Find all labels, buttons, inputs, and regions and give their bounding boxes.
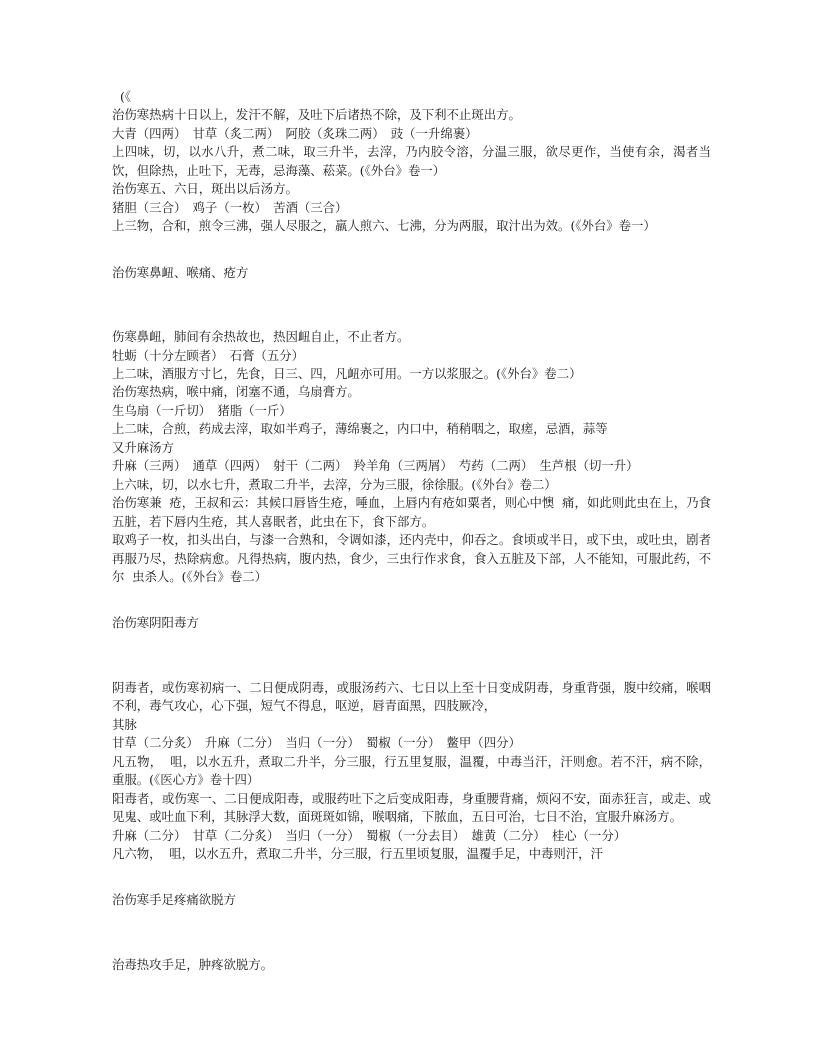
paragraph-line: 上六味，切，以水七升，煮取二升半，去滓，分为三服，徐徐服。(《外台》卷二） (112, 476, 557, 492)
open-bracket-line: (《 (120, 89, 132, 104)
section-spacer (112, 863, 711, 891)
section-spacer (112, 282, 711, 328)
text-fragment: 取鸡子一枚，扣头出白，与漆一合熟和，令调如漆，还内壳中，仰吞之。食顷或半日，或下虫，或吐虫，剧者再服乃尽，热除病愈。凡得热病，腹内热，食少，三虫行作求食，食入五脏及下部，人不能知，可服此药，不尔 (112, 532, 711, 584)
paragraph-line (112, 531, 711, 586)
ingredient-line: 猪胆（三合） 鸡子（一枚） 苦酒（三合） (112, 199, 348, 215)
section-heading: 治伤寒阴阳毒方 (112, 615, 199, 631)
paragraph-line: 上二味，酒服方寸匕，先食，日三、四，凡衄亦可用。一方以浆服之。(《外台》卷二） (112, 365, 582, 381)
text-fragment: 咀，以水五升，煮取二升半，分三服，行五里复服，温覆，中毒当汗，汗则愈。若不汗，病不除，重服。(《医心方》卷十四） (112, 753, 712, 788)
paragraph-line: 治伤寒热病十日以上，发汗不解，及吐下后诸热不除，及下利不止斑出方。 (112, 107, 521, 123)
paragraph-line: 阴毒者，或伤寒初病一、二日便成阴毒，或服汤药六、七日以上至十日变成阴毒，身重背强，腹中绞痛，喉咽不利，毒气攻心，心下强，短气不得息，呕逆，唇青面黑，四肢厥冷， (112, 679, 711, 714)
paragraph-line: 治伤寒五、六日，斑出以后汤方。 (112, 181, 298, 197)
paragraph-line: 治毒热攻手足，肿疼欲脱方。 (112, 956, 274, 972)
document-body (112, 88, 711, 974)
paragraph-line (112, 494, 711, 531)
ingredient-line: 生乌扇（一斤切） 猪脂（一斤） (112, 402, 292, 418)
section-spacer (112, 633, 711, 679)
paragraph-line: 上二味，合煎，药成去滓，取如半鸡子，薄绵裹之，内口中，稍稍咽之，取瘥，忌酒，蒜等 (112, 421, 608, 437)
ingredient-line: 升麻（三两） 通草（四两） 射干（二两） 羚羊角（三两屑） 芍药（二两） 生芦根（切一升） (112, 458, 639, 474)
paragraph-line: 伤寒鼻衄，肺间有余热故也，热因衄自止，不止者方。 (112, 329, 410, 345)
paragraph-line: 治伤寒热病，喉中痛，闭塞不通，乌扇膏方。 (112, 384, 360, 400)
paragraph-line (112, 845, 711, 863)
text-fragment: 凡六物， (112, 845, 162, 861)
text-fragment: 治伤寒兼 (112, 495, 162, 511)
text-fragment: 咀，以水五升，煮取二升半，分三服，行五里顷复服，温覆手足，中毒则汗，汗 (169, 845, 603, 861)
text-fragment: 凡五物， (112, 753, 163, 769)
text-fragment: 疮，王叔和云：其候口唇皆生疮，唾血，上唇内有疮如粟者，则心中懊 (169, 495, 555, 511)
ingredient-line: 牡蛎（十分左顾者） 石膏（五分） (112, 347, 305, 363)
text-fragment: 痛，如此则此虫在上，乃食五脏，若下唇内生疮，其人喜眠者，此虫在下，食下部方。 (112, 495, 712, 529)
paragraph-line: 上四味，切，以水八升，煮二味，取三升半，去滓，乃内胶令溶，分温三服，欲尽更作，当使有余，渴者当饮，但除热，止吐下，无毒，忌海藻、菘菜。(《外台》卷一） (112, 144, 711, 178)
paragraph-line: 其脉 (112, 716, 137, 732)
paragraph-line: 阳毒者，或伤寒一、二日便成阳毒，或服药吐下之后变成阳毒，身重腰背痛，烦闷不安，面赤狂言，或走、或见鬼、或吐血下利，其脉浮大数，面斑斑如锦，喉咽痛，下脓血，五日可治，七日不治，宜服升麻汤方。 (112, 790, 711, 825)
subheading-line: 又升麻汤方 (112, 439, 174, 455)
section-heading: 治伤寒鼻衄、喉痛、疮方 (112, 264, 249, 280)
ingredient-line: 大青（四两） 甘草（炙二两） 阿胶（炙珠二两） 豉（一升绵裹） (112, 125, 478, 141)
text-fragment: 虫杀人。(《外台》卷二） (132, 568, 268, 584)
paragraph-line (112, 753, 711, 790)
paragraph-line: 上三物，合和，煎令三沸，强人尽服之，羸人煎六、七沸，分为两服，取汁出为效。(《外台》卷一） (112, 218, 656, 234)
section-heading: 治伤寒手足疼痛欲脱方 (112, 892, 236, 908)
section-spacer (112, 910, 711, 956)
ingredient-line: 甘草（二分炙） 升麻（二分） 当归（一分） 蜀椒（一分） 鳖甲（四分） (112, 735, 521, 751)
section-spacer (112, 586, 711, 614)
ingredient-line: 升麻（二分） 甘草（二分炙） 当归（一分） 蜀椒（一分去目） 雄黄（二分） 桂心（一分） (112, 827, 627, 843)
section-spacer (112, 236, 711, 264)
